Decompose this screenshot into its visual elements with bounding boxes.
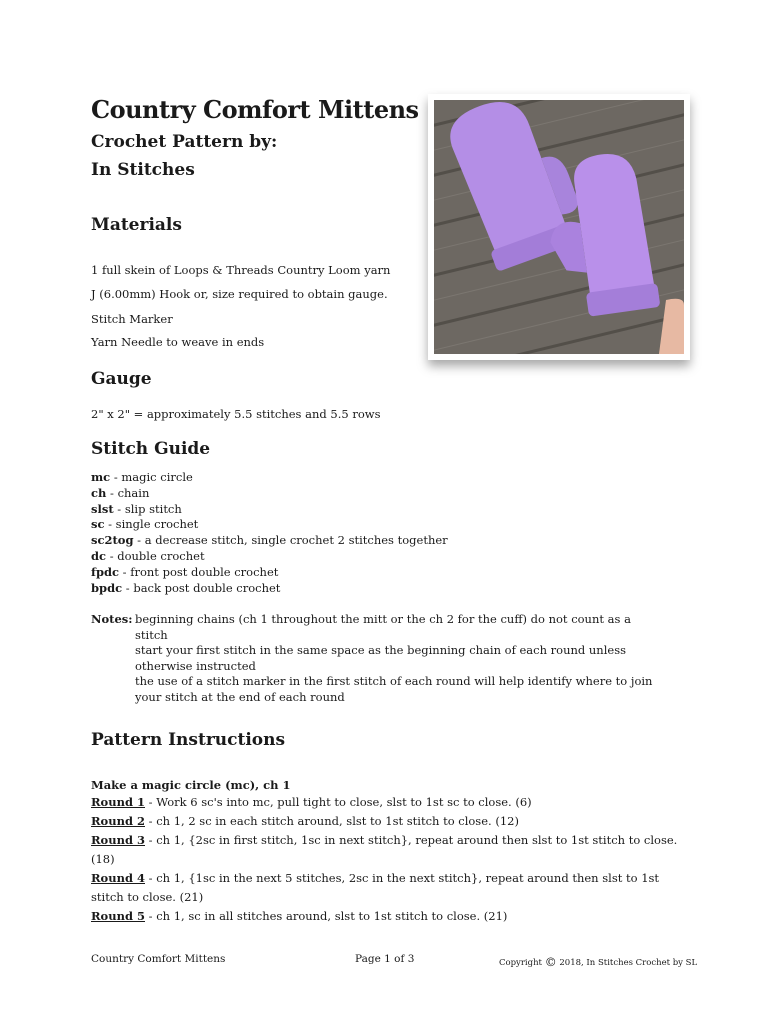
round-line: Round 4 - ch 1, {1sc in the next 5 stitches, 2sc in the next stitch}, repeat around then slst to 1st stitch to close. (21) bbox=[91, 871, 660, 904]
stitch-guide-item: sc2tog - a decrease stitch, single crochet 2 stitches together bbox=[91, 533, 448, 548]
stitch-guide-item: fpdc - front post double crochet bbox=[91, 564, 279, 579]
materials-item: J (6.00mm) Hook or, size required to obtain gauge. bbox=[91, 287, 388, 301]
pattern-start: Make a magic circle (mc), ch 1 bbox=[91, 778, 291, 792]
pattern-heading: Pattern Instructions bbox=[91, 730, 286, 750]
notes-label: Notes: bbox=[91, 612, 133, 626]
pattern-rounds bbox=[91, 777, 681, 926]
stitch-guide-list bbox=[91, 470, 448, 596]
stitch-guide-heading: Stitch Guide bbox=[91, 439, 211, 459]
footer-page-number: Page 1 of 3 bbox=[355, 953, 415, 965]
materials-item: 1 full skein of Loops & Threads Country Loom yarn bbox=[91, 263, 391, 277]
note-item: beginning chains (ch 1 throughout the mitt or the ch 2 for the cuff) do not count as a stitch bbox=[135, 612, 631, 642]
subtitle-author: In Stitches bbox=[91, 160, 195, 180]
footer-copyright: Copyright © 2018, In Stitches Crochet by SL bbox=[499, 955, 698, 969]
materials-item: Stitch Marker bbox=[91, 312, 173, 326]
notes-block bbox=[91, 612, 691, 706]
mittens-photo-image bbox=[434, 100, 684, 354]
round-line: Round 1 - Work 6 sc's into mc, pull tight to close, slst to 1st sc to close. (6) bbox=[91, 795, 532, 809]
notes-items bbox=[135, 612, 691, 706]
stitch-guide-item: slst - slip stitch bbox=[91, 501, 182, 516]
copyright-icon: © bbox=[544, 955, 557, 969]
mittens-photo-frame bbox=[428, 94, 690, 360]
subtitle-by: Crochet Pattern by: bbox=[91, 132, 278, 152]
mittens-photo bbox=[434, 100, 684, 354]
document-title: Country Comfort Mittens bbox=[91, 95, 419, 124]
round-line: Round 3 - ch 1, {2sc in first stitch, 1sc in next stitch}, repeat around then slst to 1st stitch to close. (18) bbox=[91, 833, 678, 866]
stitch-guide-item: mc - magic circle bbox=[91, 470, 193, 484]
stitch-guide-item: bpdc - back post double crochet bbox=[91, 580, 281, 595]
stitch-guide-item: sc - single crochet bbox=[91, 517, 199, 532]
stitch-guide-item: dc - double crochet bbox=[91, 548, 205, 563]
stitch-guide-item: ch - chain bbox=[91, 485, 150, 500]
footer-title: Country Comfort Mittens bbox=[91, 953, 226, 965]
gauge-text: 2" x 2" = approximately 5.5 stitches and 5.5 rows bbox=[91, 407, 381, 421]
round-line: Round 2 - ch 1, 2 sc in each stitch around, slst to 1st stitch to close. (12) bbox=[91, 814, 519, 828]
gauge-heading: Gauge bbox=[91, 369, 152, 389]
note-item: start your first stitch in the same space as the beginning chain of each round unless otherwise instructed bbox=[135, 643, 626, 673]
materials-heading: Materials bbox=[91, 215, 182, 235]
materials-item: Yarn Needle to weave in ends bbox=[91, 335, 265, 349]
note-item: the use of a stitch marker in the first stitch of each round will help identify where to join your stitch at the end of each round bbox=[135, 674, 653, 704]
round-line: Round 5 - ch 1, sc in all stitches around, slst to 1st stitch to close. (21) bbox=[91, 909, 508, 923]
